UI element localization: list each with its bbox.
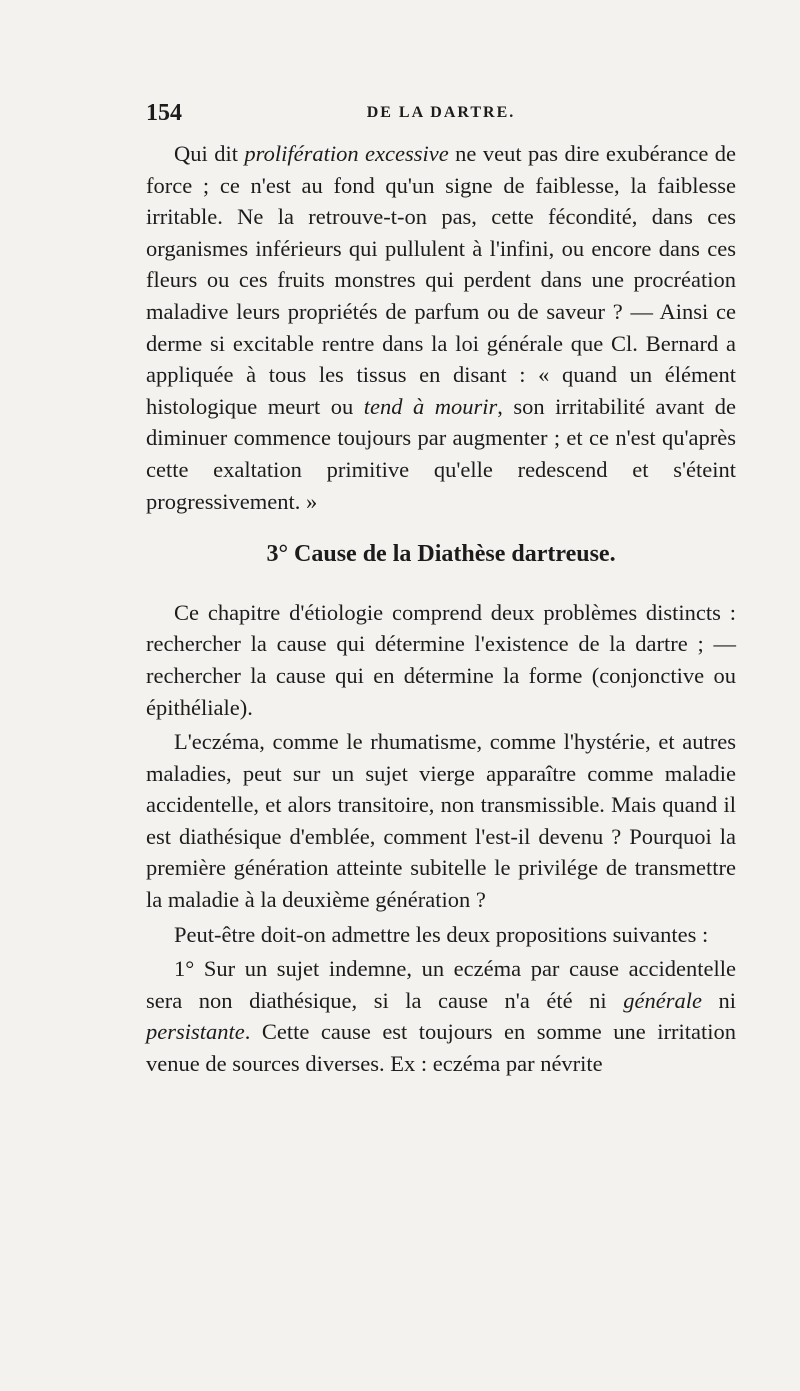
paragraph-etiologie: Ce chapitre d'étiologie comprend deux problèmes distincts : rechercher la cause qui détermine l'existence de la dartre ; — rechercher la cause qui en détermine la forme (conjonctive ou épithéliale). [146,599,736,720]
text-run: , son irritabilité avant de diminuer commence toujours par augmenter ; et ce n'est qu'après cette exaltation primitive qu'elle redescend et s'éteint progressivement. » [146,393,737,514]
running-title: DE LA DARTRE. [366,104,516,121]
italic-phrase: tend à mourir [363,393,498,419]
section-heading: 3° Cause de la Diathèse dartreuse. [266,541,616,568]
text-run: ne veut pas dire exubérance de force ; ce n'est au fond qu'un signe de faiblesse, la faiblesse irritable. Ne la retrouve-t-on pas, cette fécondité, dans ces organismes inférieurs qui pullulent à l'infini, ou encore dans ces fleurs ou ces fruits monstres qui perdent dans une procréation maladive leurs propriétés de parfum ou de saveur ? — Ainsi ce derme si excitable rentre dans la loi générale que Cl. Bernard a appliquée à tous les tissus en disant : « quand un élément histologique meurt ou [146,141,736,419]
page-header [146,100,736,134]
page-number: 154 [146,100,182,126]
text-run: 1° Sur un sujet indemne, un eczéma par cause accidentelle sera non diathésique, si la cause n'a été ni [146,956,736,1013]
text-run: Qui dit [174,141,245,166]
paragraph-proposition-1 [146,953,736,1079]
paragraph-propositions: Peut-être doit-on admettre les deux propositions suivantes : [174,921,709,947]
text-run: . Cette cause est toujours en somme une irritation venue de sources diverses. Ex : eczéma par névrite [146,1019,736,1077]
italic-word: générale [623,987,702,1013]
paragraph-proliferation [146,138,736,517]
paragraph-eczema: L'eczéma, comme le rhumatisme, comme l'hystérie, et autres maladies, peut sur un sujet vierge apparaître comme maladie accidentelle, et alors transitoire, non transmissible. Mais quand il est diathésique d'emblée, comment l'est-il devenu ? Pourquoi la première génération atteinte subitelle le privilége de transmettre la maladie à la deuxième génération ? [146,729,736,913]
text-run: ni [701,987,736,1013]
body-text [146,138,736,1080]
italic-word: persistante [146,1019,245,1045]
italic-phrase: prolifération excessive [244,141,449,166]
